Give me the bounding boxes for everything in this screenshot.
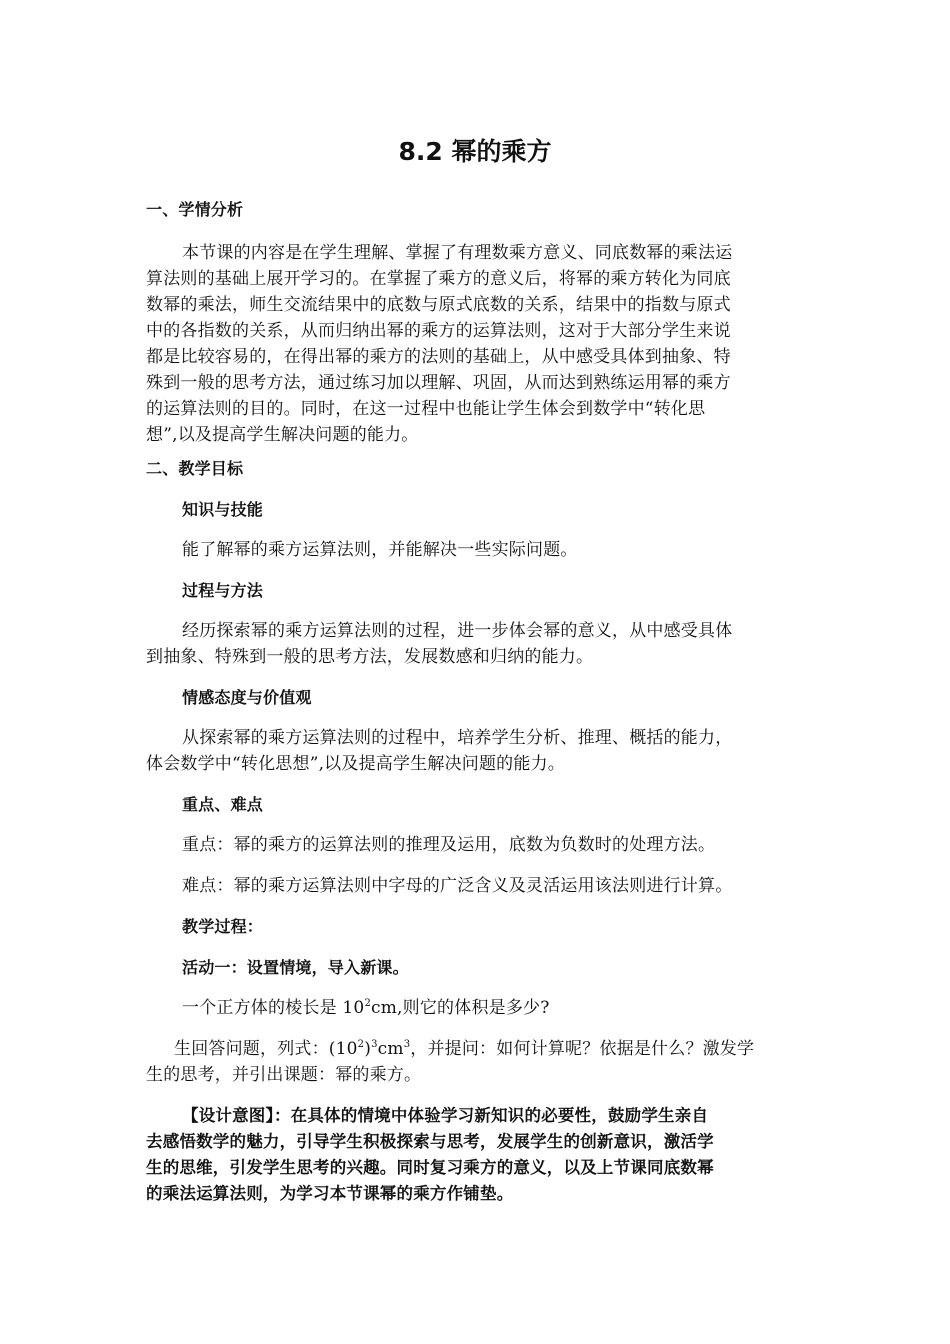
- answer-part: ，并提问：如何计算呢？依据是什么？激发学: [410, 1039, 755, 1059]
- subheading-teaching-process: 教学过程：: [182, 917, 264, 936]
- paragraph-line: 从探索幂的乘方运算法则的过程中，培养学生分析、推理、概括的能力，: [182, 728, 733, 748]
- answer-paragraph: [146, 1036, 806, 1088]
- answer-exponent: 2: [357, 1039, 365, 1050]
- paragraph-line: 的乘法运算法则，为学习本节课幂的乘方作铺垫。: [146, 1184, 514, 1203]
- paragraph-line: 经历探索幂的乘方运算法则的过程，进一步体会幂的意义，从中感受具体: [182, 621, 733, 641]
- paragraph-line: 中的各指数的关系，从而归纳出幂的乘方的运算法则，这对于大部分学生来说: [146, 321, 731, 341]
- subheading-process: 过程与方法: [182, 581, 264, 600]
- analysis-paragraph: [146, 240, 806, 448]
- answer-exponent: 3: [403, 1039, 411, 1050]
- subheading-emotion: 情感态度与价值观: [182, 688, 312, 707]
- paragraph-line: 想”,以及提高学生解决问题的能力。: [146, 425, 419, 445]
- paragraph-line: 数幂的乘法，师生交流结果中的底数与原式底数的关系，结果中的指数与原式: [146, 295, 731, 315]
- paragraph-line: 的运算法则的目的。同时，在这一过程中也能让学生体会到数学中“转化思: [146, 399, 706, 419]
- page-title: 8.2 幂的乘方: [398, 137, 552, 166]
- knowledge-text: 能了解幂的乘方运算法则，并能解决一些实际问题。: [182, 540, 578, 560]
- paragraph-line: 本节课的内容是在学生理解、掌握了有理数乘方意义、同底数幂的乘法运: [182, 243, 733, 263]
- paragraph-line: 生的思维，引发学生思考的兴趣。同时复习乘方的意义，以及上节课同底数幂: [146, 1158, 714, 1177]
- question-after: cm,则它的体积是多少?: [371, 998, 550, 1018]
- answer-part: cm: [377, 1039, 404, 1059]
- design-intent-paragraph: [146, 1103, 806, 1207]
- activity-one-heading: 活动一：设置情境，导入新课。: [182, 958, 409, 977]
- paragraph-line: 【设计意图】：在具体的情境中体验学习新知识的必要性，鼓励学生亲自: [182, 1106, 709, 1125]
- answer-line: 生的思考，并引出课题：幂的乘方。: [146, 1065, 422, 1085]
- question-text: [146, 995, 842, 1021]
- question-exponent: 2: [364, 998, 371, 1009]
- answer-part: 生回答问题，列式：(10: [174, 1039, 358, 1059]
- section-heading-analysis: 一、学情分析: [146, 200, 244, 219]
- emotion-paragraph: [146, 725, 806, 777]
- paragraph-line: 到抽象、特殊到一般的思考方法，发展数感和归纳的能力。: [146, 647, 594, 667]
- paragraph-line: 算法则的基础上展开学习的。在掌握了乘方的意义后，将幂的乘方转化为同底: [146, 269, 731, 289]
- paragraph-line: 体会数学中“转化思想”,以及提高学生解决问题的能力。: [146, 754, 565, 774]
- paragraph-line: 都是比较容易的，在得出幂的乘方的法则的基础上，从中感受具体到抽象、特: [146, 347, 731, 367]
- subheading-knowledge: 知识与技能: [182, 500, 264, 519]
- difficult-point-text: 难点：幂的乘方运算法则中字母的广泛含义及灵活运用该法则进行计算。: [182, 876, 733, 896]
- question-before: 一个正方体的棱长是 10: [182, 998, 365, 1018]
- answer-part: ): [364, 1039, 372, 1059]
- process-paragraph: [146, 618, 806, 670]
- key-point-text: 重点：幂的乘方的运算法则的推理及运用，底数为负数时的处理方法。: [182, 835, 716, 855]
- section-heading-goals: 二、教学目标: [146, 459, 244, 478]
- paragraph-line: 去感悟数学的魅力，引导学生积极探索与思考，发展学生的创新意识，激活学: [146, 1132, 714, 1151]
- paragraph-line: 殊到一般的思考方法，通过练习加以理解、巩固，从而达到熟练运用幂的乘方: [146, 373, 731, 393]
- answer-line: [146, 1036, 806, 1062]
- answer-exponent: 3: [371, 1039, 378, 1050]
- subheading-keypoints: 重点、难点: [182, 795, 264, 814]
